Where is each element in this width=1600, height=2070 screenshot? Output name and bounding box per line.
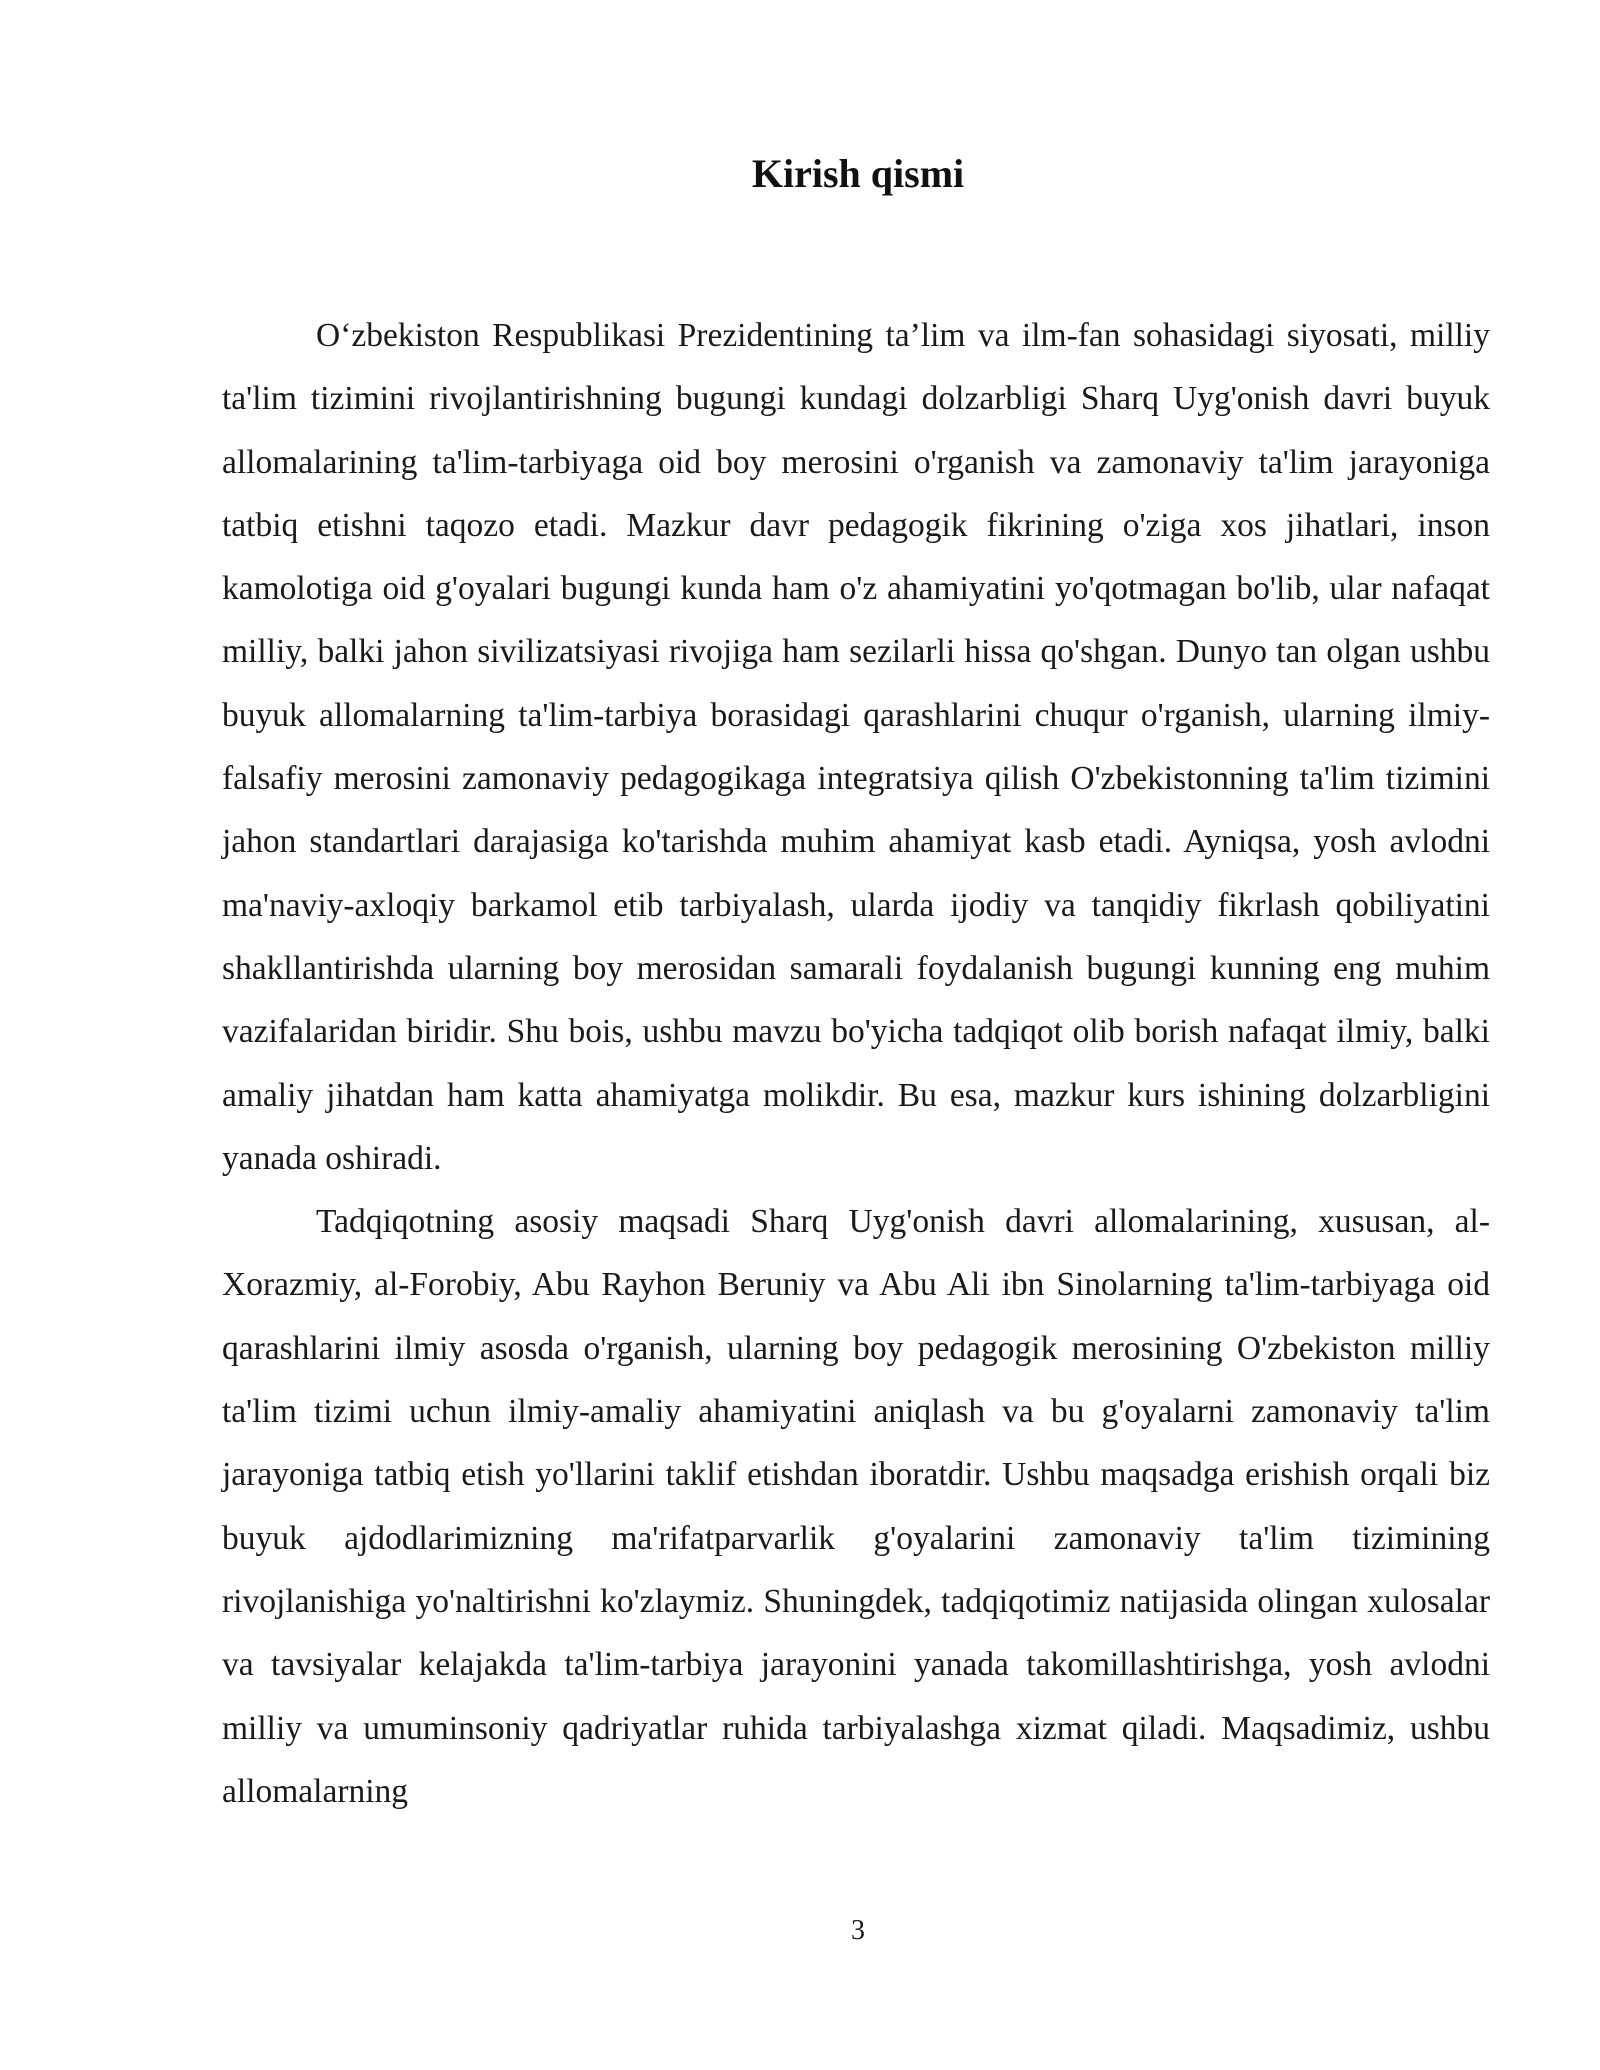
paragraph-research-goal: Tadqiqotning asosiy maqsadi Sharq Uyg'onish davri allomalarining, xususan, al-Xorazmiy, al-Forobiy, Abu Rayhon Beruniy va Abu Ali ibn Sinolarning ta'lim-tarbiyaga oid qarashlarini ilmiy asosda o'rganish, ularning boy pedagogik merosining O'zbekiston milliy ta'lim tizimi uchun ilmiy-amaliy ahamiyatini aniqlash va bu g'oyalarni zamonaviy ta'lim jarayoniga tatbiq etish yo'llarini taklif etishdan iboratdir. Ushbu maqsadga erishish orqali biz buyuk ajdodlarimizning ma'rifatparvarlik g'oyalarini zamonaviy ta'lim tizimining rivojlanishiga yo'naltirishni ko'zlaymiz. Shuningdek, tadqiqotimiz natijasida olingan xulosalar va tavsiyalar kelajakda ta'lim-tarbiya jarayonini yanada takomillashtirishga, yosh avlodni milliy va umuminsoniy qadriyatlar ruhida tarbiyalashga xizmat qiladi. Maqsadimiz, ushbu allomalarning bbox=[222, 1203, 1490, 1810]
paragraph-introduction: O‘zbekiston Respublikasi Prezidentining ta’lim va ilm-fan sohasidagi siyosati, milliy ta'lim tizimini rivojlantirishning bugungi kundagi dolzarbligi Sharq Uyg'onish davri buyuk allomalarining ta'lim-tarbiyaga oid boy merosini o'rganish va zamonaviy ta'lim jarayoniga tatbiq etishni taqozo etadi. Mazkur davr pedagogik fikrining o'ziga xos jihatlari, inson kamolotiga oid g'oyalari bugungi kunda ham o'z ahamiyatini yo'qotmagan bo'lib, ular nafaqat milliy, balki jahon sivilizatsiyasi rivojiga ham sezilarli hissa qo'shgan. Dunyo tan olgan ushbu buyuk allomalarning ta'lim-tarbiya borasidagi qarashlarini chuqur o'rganish, ularning ilmiy-falsafiy merosini zamonaviy pedagogikaga integratsiya qilish O'zbekistonning ta'lim tizimini jahon standartlari darajasiga ko'tarishda muhim ahamiyat kasb etadi. Ayniqsa, yosh avlodni ma'naviy-axloqiy barkamol etib tarbiyalash, ularda ijodiy va tanqidiy fikrlash qobiliyatini shakllantirishda ularning boy merosidan samarali foydalanish bugungi kunning eng muhim vazifalaridan biridir. Shu bois, ushbu mavzu bo'yicha tadqiqot olib borish nafaqat ilmiy, balki amaliy jihatdan ham katta ahamiyatga molikdir. Bu esa, mazkur kurs ishining dolzarbligini yanada oshiradi. bbox=[222, 317, 1490, 1177]
page-number: 3 bbox=[851, 1915, 865, 1946]
page-title: Kirish qismi bbox=[751, 151, 965, 196]
body-text bbox=[222, 304, 1490, 1823]
